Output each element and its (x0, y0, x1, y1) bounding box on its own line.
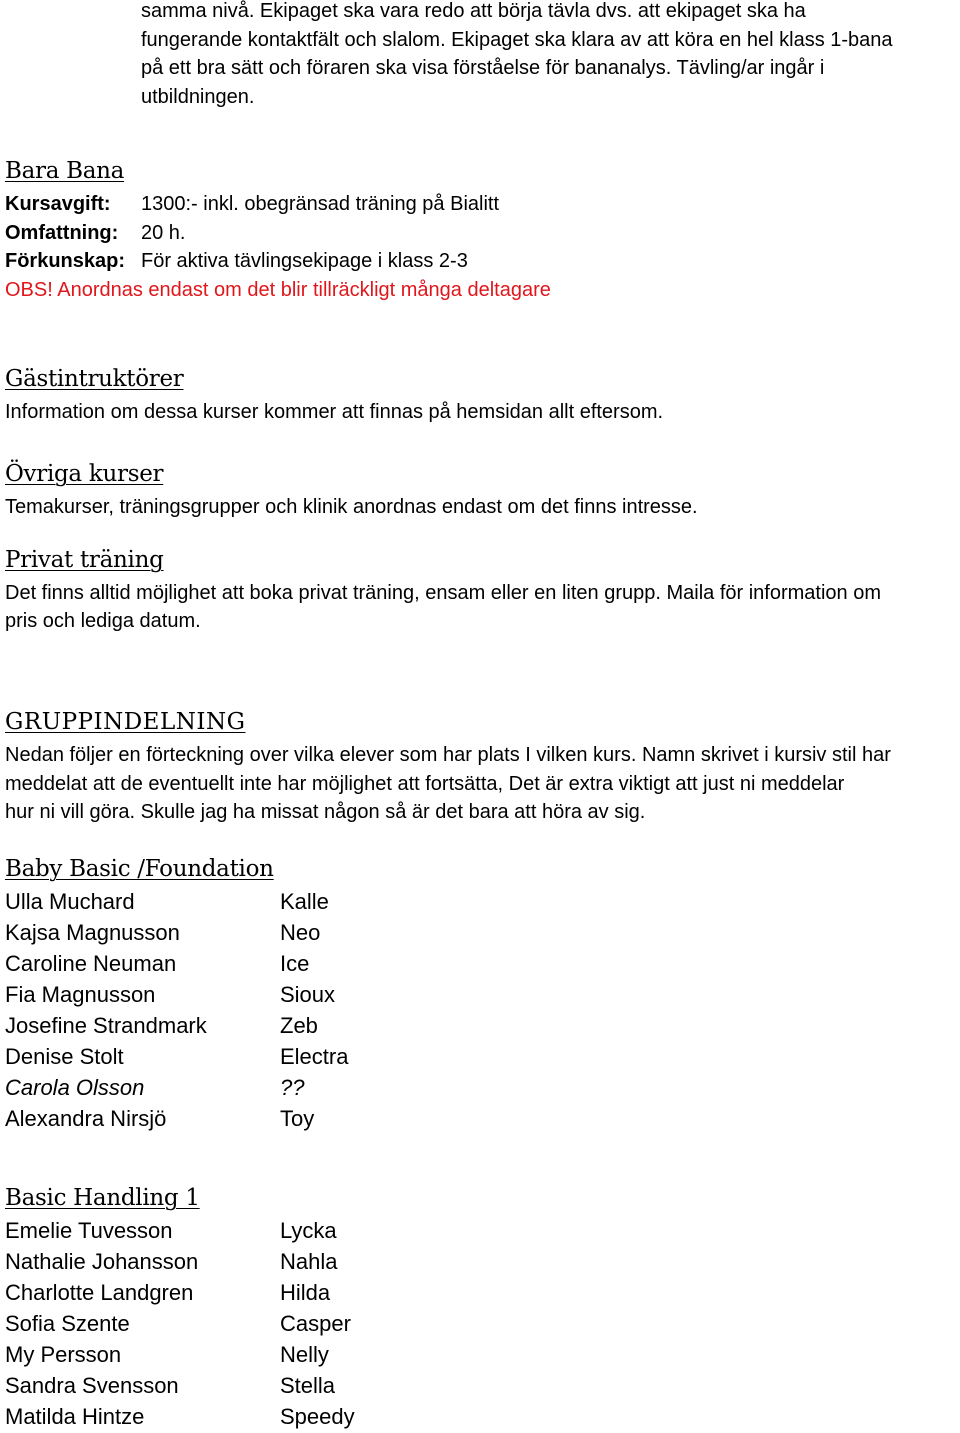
prereq-label: Förkunskap: (5, 250, 126, 272)
student-name: Kajsa Magnusson (5, 920, 180, 945)
scope-value: 20 h. (141, 222, 186, 244)
prereq-value: För aktiva tävlingsekipage i klass 2-3 (141, 250, 468, 272)
student-name: Sandra Svensson (5, 1373, 179, 1398)
student-name: Charlotte Landgren (5, 1280, 194, 1305)
intro-line: fungerande kontaktfält och slalom. Ekipaget ska klara av att köra en hel klass 1-bana (141, 28, 893, 51)
heading-ovriga-kurser: Övriga kurser (5, 461, 164, 487)
student-name: Sofia Szente (5, 1311, 130, 1336)
student-name: Ulla Muchard (5, 889, 135, 914)
heading-gruppindelning: GRUPPINDELNING (5, 709, 246, 735)
dog-name: Hilda (280, 1280, 331, 1305)
scope-row (5, 219, 186, 248)
dog-name: Nelly (280, 1342, 329, 1367)
student-name: Josefine Strandmark (5, 1013, 207, 1038)
intro-line: på ett bra sätt och föraren ska visa förståelse för bananalys. Tävling/ar ingår i (141, 57, 825, 79)
grupp-line: hur ni vill göra. Skulle jag ha missat någon så är det bara att höra av sig. (5, 801, 646, 823)
dog-name: Toy (280, 1106, 315, 1131)
dog-name: Kalle (280, 889, 329, 914)
privat-line: pris och lediga datum. (5, 610, 201, 632)
grupp-line: Nedan följer en förteckning over vilka elever som har plats I vilken kurs. Namn skrivet i kursiv stil har (5, 744, 891, 766)
fee-value: 1300:- inkl. obegränsad träning på Bialitt (141, 193, 500, 215)
student-name: Fia Magnusson (5, 982, 156, 1007)
student-name: Matilda Hintze (5, 1404, 145, 1429)
dog-name: Ice (280, 951, 310, 976)
dog-name: Stella (280, 1373, 336, 1398)
intro-line: utbildningen. (141, 85, 255, 108)
dog-name: Casper (280, 1311, 351, 1336)
student-name: Emelie Tuvesson (5, 1218, 173, 1243)
dog-name: Electra (280, 1044, 349, 1069)
heading-bara-bana: Bara Bana (5, 158, 125, 184)
fee-row (5, 190, 500, 219)
intro-line: samma nivå. Ekipaget ska vara redo att börja tävla dvs. att ekipaget ska ha (141, 0, 806, 22)
student-name: My Persson (5, 1342, 122, 1367)
dog-name: ?? (280, 1075, 305, 1100)
dog-name: Nahla (280, 1249, 338, 1274)
bara-bana-note: OBS! Anordnas endast om det blir tillräckligt många deltagare (5, 279, 551, 301)
privat-line: Det finns alltid möjlighet att boka privat träning, ensam eller en liten grupp. Maila för information om (5, 582, 881, 604)
student-name: Caroline Neuman (5, 951, 177, 976)
heading-baby-basic: Baby Basic /Foundation (5, 856, 274, 882)
grupp-line: meddelat att de eventuellt inte har möjlighet att fortsätta, Det är extra viktigt att just ni meddelar (5, 773, 845, 795)
intro-paragraph (141, 0, 893, 111)
dog-name: Lycka (280, 1218, 337, 1243)
dog-name: Neo (280, 920, 321, 945)
ovriga-text: Temakurser, träningsgrupper och klinik anordnas endast om det finns intresse. (5, 496, 698, 518)
prereq-row (5, 247, 468, 276)
gast-text: Information om dessa kurser kommer att finnas på hemsidan allt eftersom. (5, 401, 664, 423)
scope-label: Omfattning: (5, 222, 119, 244)
dog-name: Speedy (280, 1404, 355, 1429)
dog-name: Zeb (280, 1013, 318, 1038)
heading-basic-handling: Basic Handling 1 (5, 1185, 200, 1211)
heading-gastinstruktorer: Gästintruktörer (5, 366, 184, 392)
student-name: Carola Olsson (5, 1075, 145, 1100)
dog-name: Sioux (280, 982, 336, 1007)
heading-privat-traning: Privat träning (5, 547, 164, 573)
student-name: Denise Stolt (5, 1044, 124, 1069)
student-name: Nathalie Johansson (5, 1249, 199, 1274)
fee-label: Kursavgift: (5, 193, 111, 215)
student-name: Alexandra Nirsjö (5, 1106, 167, 1131)
